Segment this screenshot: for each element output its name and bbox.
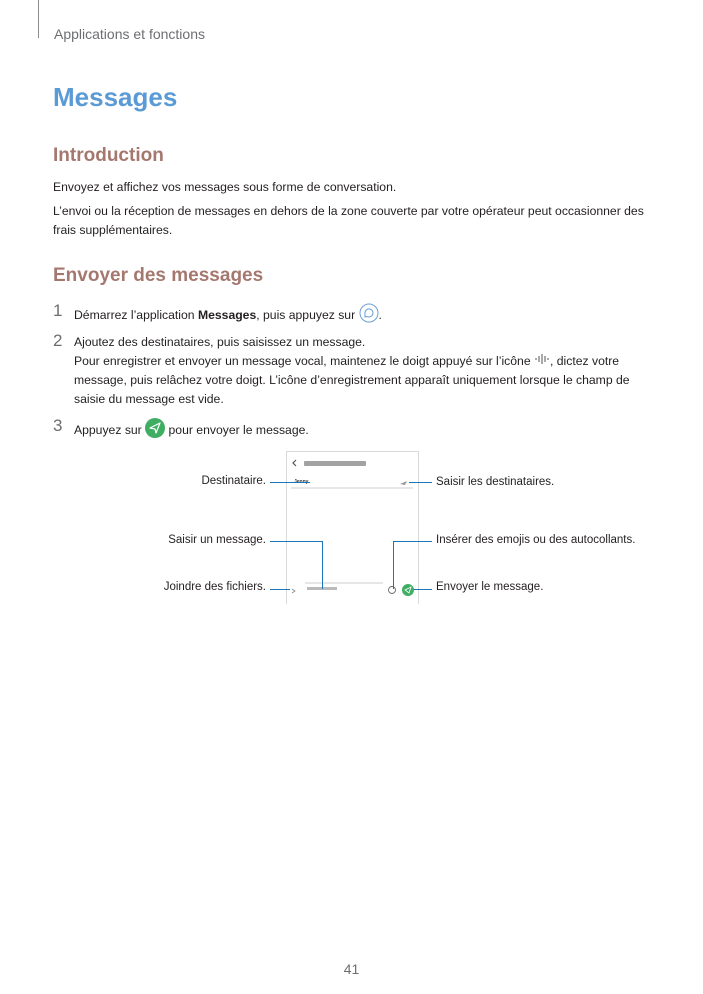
callout-attach (270, 589, 290, 590)
send-heading: Envoyer des messages (53, 265, 264, 286)
label-attach: Joindre des fichiers. (163, 581, 266, 593)
page-title: Messages (53, 82, 178, 112)
intro-paragraph-1: Envoyez et affichez vos messages sous forme de conversation. (53, 180, 397, 194)
step-text-part: Appuyez sur (74, 423, 146, 438)
step-number: 3 (53, 416, 63, 435)
app-name: Messages (197, 308, 257, 323)
label-emoji: Insérer des emojis ou des autocollants. (436, 534, 636, 546)
margin-rule (38, 0, 39, 38)
label-send: Envoyer le message. (436, 581, 544, 593)
step-text-part: pour envoyer le message. (168, 423, 309, 438)
label-enter-recipients: Saisir les destinataires. (436, 476, 555, 488)
send-icon (145, 418, 165, 444)
step-text-part: Démarrez l’application (74, 308, 198, 323)
callout-message-v (322, 541, 323, 589)
step-number: 2 (53, 331, 63, 350)
callout-enter-recipients (409, 482, 432, 483)
step-text (74, 303, 649, 329)
voice-recording-icon (534, 352, 550, 371)
running-head: Applications et fonctions (54, 26, 205, 42)
callout-emoji-v (393, 541, 394, 589)
callout-emoji-h (393, 541, 432, 542)
page-number: 41 (343, 961, 360, 977)
intro-paragraph-2: L’envoi ou la réception de messages en dehors de la zone couverte par votre opérateur peut occasionner des frais supplémentaires. (53, 204, 644, 237)
step-text-part: Pour enregistrer et envoyer un message vocal, maintenez le doigt appuyé sur l’icône (74, 354, 534, 368)
step-text-part: , puis appuyez sur (256, 308, 359, 323)
callout-send (414, 589, 432, 590)
step-text-part: . (378, 308, 382, 323)
label-enter-message: Saisir un message. (168, 534, 266, 546)
step-text-part: , dictez votre message, puis relâchez votre doigt. L’icône d’enregistrement apparaît uniquement lorsque le champ de saisie du message est vide. (74, 354, 630, 407)
step-text: Ajoutez des destinataires, puis saisissez un message. (74, 335, 366, 349)
callout-recipient (270, 482, 310, 483)
step-number: 1 (53, 301, 63, 320)
step-text (74, 418, 649, 444)
label-recipient: Destinataire. (201, 475, 266, 487)
phone-screenshot (286, 451, 419, 604)
step-detail (74, 352, 649, 409)
intro-heading: Introduction (53, 145, 164, 166)
compose-icon (359, 303, 379, 329)
callout-message-h (270, 541, 323, 542)
